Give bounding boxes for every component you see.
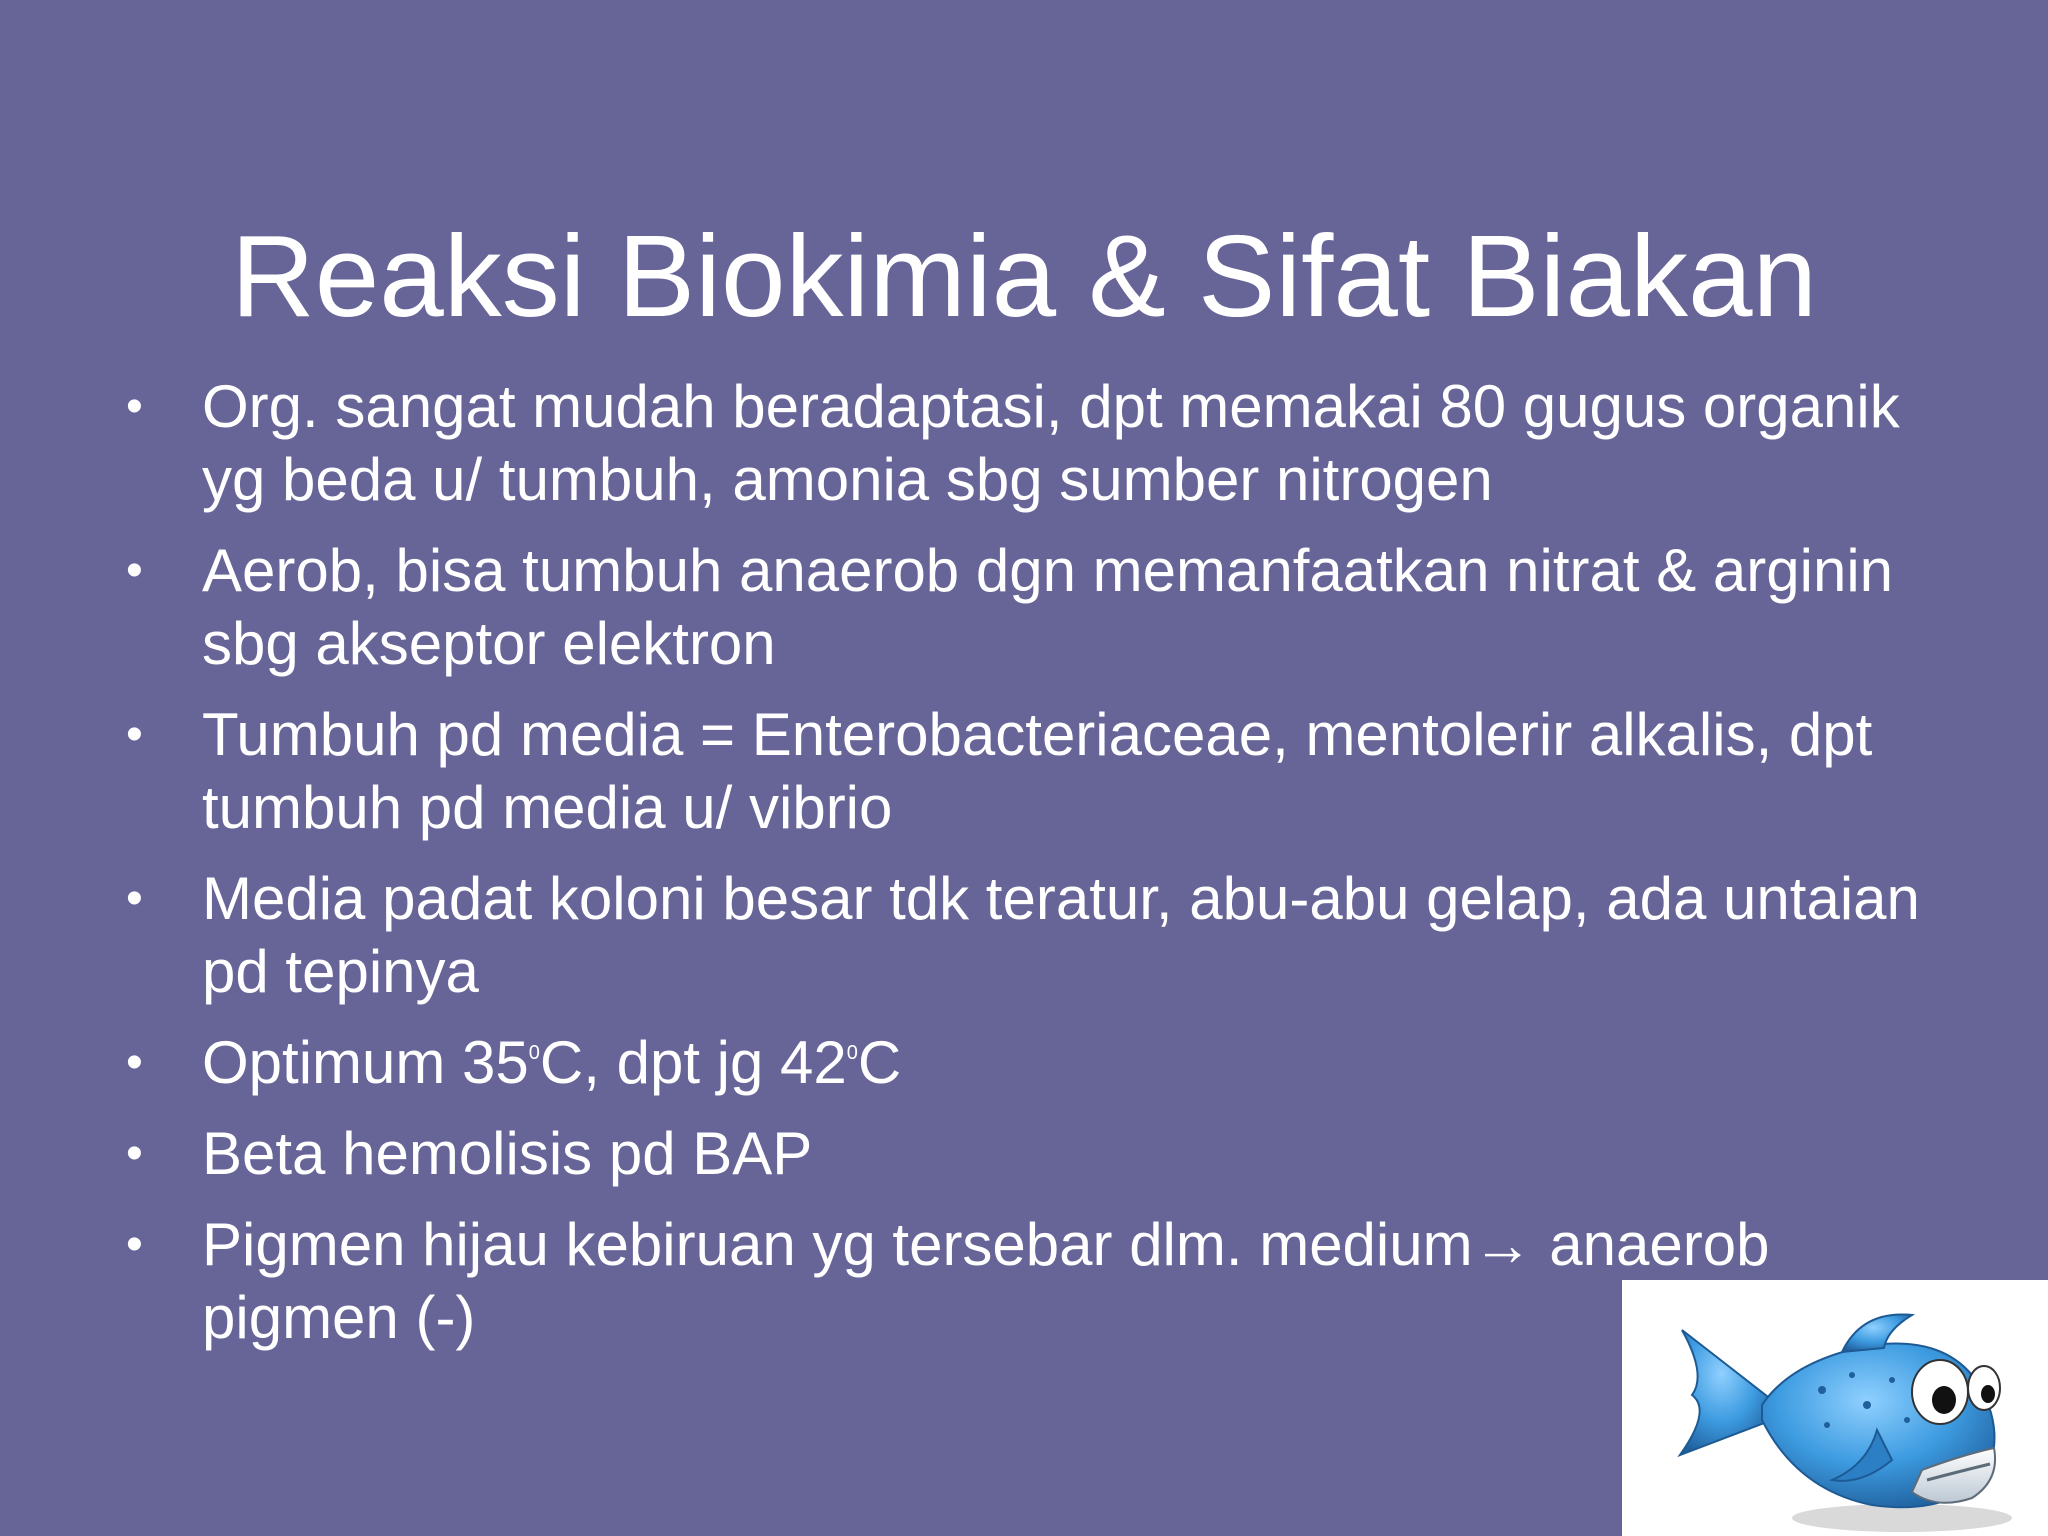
bullet-dot: • [126, 544, 143, 597]
superscript-zero: 0 [528, 1042, 540, 1064]
bullet-dot: • [126, 872, 143, 925]
bullet-item [118, 370, 1938, 516]
bullet-item [118, 1026, 1938, 1099]
slide-title: Reaksi Biokimia & Sifat Biakan [231, 210, 1817, 341]
bullet-text: Media padat koloni besar tdk teratur, abu-abu gelap, ada untaian pd tepinya [202, 865, 1920, 1005]
bullet-list [118, 370, 1938, 1372]
bullet-text: Aerob, bisa tumbuh anaerob dgn memanfaatkan nitrat & arginin sbg akseptor elektron [202, 537, 1894, 677]
bullet-dot: • [126, 380, 143, 433]
bullet-dot: • [126, 708, 143, 761]
bullet-dot: • [126, 1036, 143, 1089]
bullet-item [118, 862, 1938, 1008]
bullet-text: Org. sangat mudah beradaptasi, dpt memakai 80 gugus organik yg beda u/ tumbuh, amonia sbg sumber nitrogen [202, 373, 1900, 513]
bullet-text: Pigmen hijau kebiruan yg tersebar dlm. medium→ anaerob pigmen (-) [202, 1211, 1770, 1351]
superscript-zero: 0 [846, 1042, 858, 1064]
bullet-text: Beta hemolisis pd BAP [202, 1120, 813, 1187]
bullet-dot: • [126, 1127, 143, 1180]
bullet-text: Tumbuh pd media = Enterobacteriaceae, mentolerir alkalis, dpt tumbuh pd media u/ vibrio [202, 701, 1873, 841]
bullet-text-part: C [857, 1029, 902, 1096]
bullet-item [118, 1117, 1938, 1190]
bullet-dot: • [126, 1218, 143, 1271]
bullet-item [118, 534, 1938, 680]
bullet-text-part: Optimum 35 [202, 1029, 529, 1096]
fish-image [1622, 1280, 2048, 1536]
bullet-text-part: C, dpt jg 42 [539, 1029, 847, 1096]
bullet-item [118, 698, 1938, 844]
cartoon-fish-icon [1622, 1280, 2048, 1536]
bullet-text [202, 1029, 901, 1096]
